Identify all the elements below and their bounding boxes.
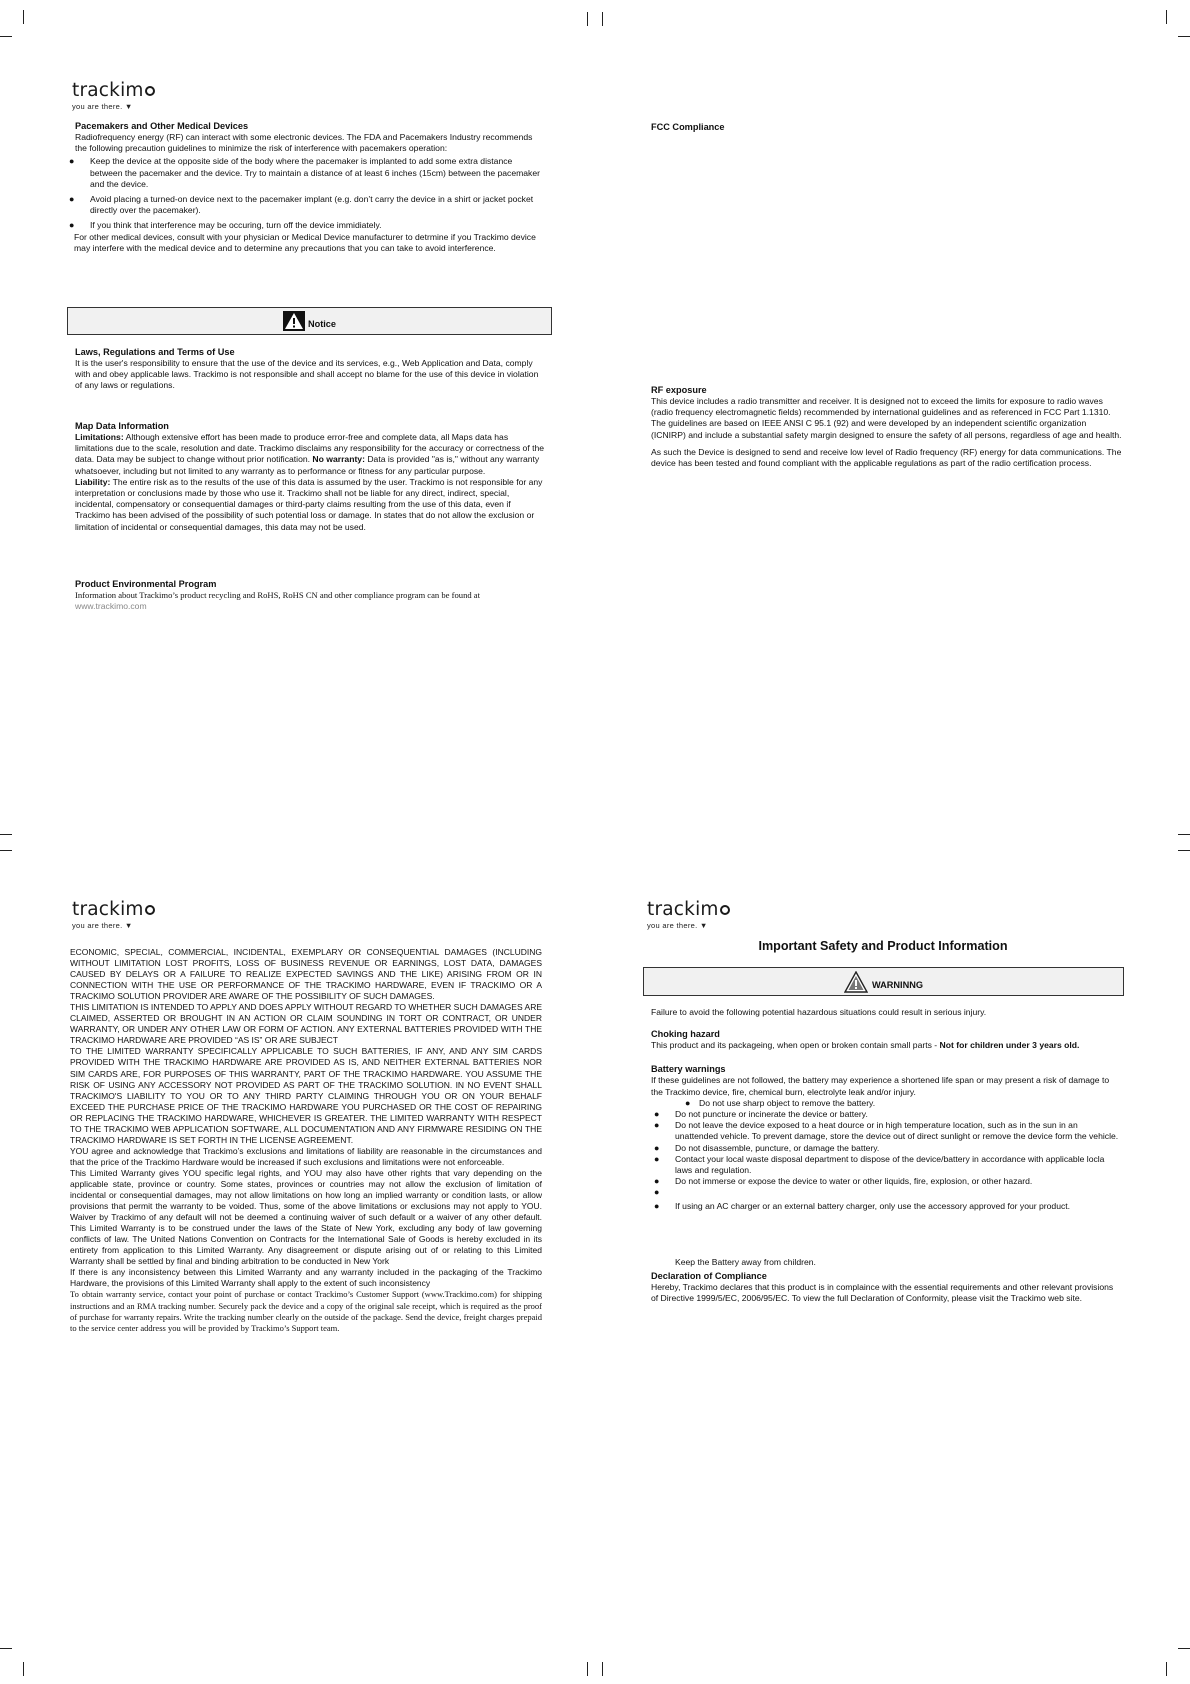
crop-mark bbox=[23, 10, 24, 24]
list-item: ● Do not leave the device exposed to a heat dource or in high temperature location, such as in the sun in an unattended vehicle. To prevent damage, store the device out of direct sunlight or remove the device form the vehicle. bbox=[654, 1120, 1119, 1142]
list-item: ● If you think that interference may be occuring, turn off the device immidiately. bbox=[69, 220, 382, 231]
list-item: ● Do not puncture or incinerate the device or battery. bbox=[654, 1109, 868, 1120]
warning-icon bbox=[283, 311, 305, 331]
list-item: ● Avoid placing a turned-on device next to the pacemaker implant (e.g. don’t carry the device in a shirt or jacket pocket directly over the pacemaker). bbox=[69, 194, 534, 216]
crop-mark bbox=[602, 1662, 603, 1676]
crop-mark bbox=[587, 12, 588, 26]
warranty-text: ECONOMIC, SPECIAL, COMMERCIAL, INCIDENTAL, EXEMPLARY OR CONSEQUENTIAL DAMAGES (INCLUDING WITHOUT LIMITATION LOST PROFITS, LOSS OF BUSINESS REVENUE OR EARNINGS, LOST DATA, DAMAGES CAUSED BY DELAYS OR A FAILURE TO REALIZE EXPECTED SAVINGS AND THE LIKE) ARISING FROM OR IN CONNECTION WITH THE USE OR PERFORMANCE OF THE TRACKIMO HARDWARE, EVEN IF TRACKIMO OR A TRACKIMO SOLUTION PROVIDER ARE AWARE OF THE POSSIBILITY OF SUCH DAMAGES. THIS LIMITATION IS INTENDED TO APPLY AND DOES APPLY WITHOUT REGARD TO WHETHER SUCH DAMAGES ARE CLAIMED, ASSERTED OR BROUGHT IN AN ACTION OR CLAIM SOUNDING IN TORT OR CONTRACT, OR UNDER WARRANTY, OR UNDER ANY OTHER LAW OR FORM OF ACTION. ANY EXTERNAL BATTERIES PROVIDED WITH THE TRACKIMO HARDWARE ARE PROVIDED “AS IS” OR ARE SUBJECT TO THE LIMITED WARRANTY SPECIFICALLY APPLICABLE TO SUCH BATTERIES, IF ANY, AND ANY SIM CARDS PROVIDED WITH THE TRACKIMO HARDWARE ARE PROVIDED AS IS, AND NEITHER EXTERNAL BATTERIES NOR SIM CARDS ARE, FOR PURPOSES OF THIS WARRANTY, PART OF THE TRACKIMO HARDWARE. YOU ASSUME THE RISK OF USING ANY ACCESSORY NOT PROVIDED AS PART OF THE TRACKIMO SOLUTION. IN NO EVENT SHALL TRACKIMO'S LIABILITY TO YOU OR TO ANY THIRD PARTY CLAIMING THROUGH YOU OR ON YOUR BEHALF EXCEED THE PURCHASE PRICE OF THE TRACKIMO HARDWARE YOU PURCHASED OR THE COST OF REPAIRING OR REPLACING THE TRACKIMO HARDWARE, WHICHEVER IS GREATER. THE LIMITED WARRANTY WITH RESPECT TO THE TRACKIMO WEB APPLICATION SOFTWARE, ALL DOCUMENTATION AND ANY FIRMWARE RESIDING ON THE TRACKIMO HARDWARE IS SET FORTH IN THE LICENSE AGREEMENT. YOU agree and acknowledge that Trackimo’s exclusions and limitations of liability are reasonable in the circumstances and that the price of the Trackimo Hardware would be increased if such exclusions and limitations were not enforceable. This Limited Warranty gives YOU specific legal rights, and YOU may also have other rights that vary depending on the applicable state, province or country. Some states, provinces or countries may not allow the exclusion of limitation of incidental or consequential damages, may not allow limitations on how long an implied warranty or condition lasts, or allow provisions that permit the warranty to be voided. Thus, some of the above limitations or exclusions may not apply to YOU. Waiver by Trackimo of any default will not be deemed a continuing waiver of such default or a waiver of any other default. This Limited Warranty is to be construed under the laws of the State of New York, excluding any body of law governing conflicts of law. The United Nations Convention on Contracts for the International Sale of Goods is hereby excluded in its entirety from application to this Limited Warranty. Any disagreement or dispute arising out of or relating to this Limited Warranty shall be settled by final and binding arbitration to be conducted in New York If there is any inconsistency between this Limited Warranty and any warranty included in the packaging of the Trackimo Hardware, the provisions of this Limited Warranty shall apply to the extent of such inconsistency To obtain warranty service, contact your point of purchase or contact Trackimo’s Customer Support (www.Trackimo.com) for shipping instructions and an RMA tracking number. Securely pack the device and a copy of the original sale receipt, which is required as the proof of purchase for warranty repairs. Write the tracking number clearly on the outside of the package. Send the device, freight charges prepaid to the service center address you will be provided by Trackimo’s Support team. bbox=[70, 947, 542, 1333]
pacemakers-section bbox=[69, 120, 545, 254]
pacemakers-intro: Radiofrequency energy (RF) can interact with some electronic devices. The FDA and Pacemakers Industry recommends the following precaution guidelines to minimize the risk of interference with pacemakers operation: bbox=[75, 132, 533, 154]
crop-mark bbox=[602, 12, 603, 26]
laws-section: Laws, Regulations and Terms of Use It is the user's responsibility to ensure that the use of the device and its services, e.g., Web Application and Data, comply with and obey applicable laws. Trackimo is not responsible and shall accept no blame for the use of this device in violation of any laws or regulations. bbox=[75, 347, 539, 391]
logo-ring-icon bbox=[145, 905, 155, 915]
rf-section: RF exposure This device includes a radio transmitter and receiver. It is designed not to exceed the limits for exposure to radio waves (radio frequency electromagnetic fields) recommended by international guidelines and as referenced in FCC Part 1.1310. The guidelines are based on IEEE ANSI C 95.1 (92) and were developed by an independent scientific organization (ICNIRP) and include a substantial safety margin designed to ensure the safety of all persons, regardless of age and health. As such the Device is designed to send and receive low level of Radio frequency (RF) energy for data communications. The device has been tested and found compliant with the applicable regulations as part of the radio certification process. bbox=[651, 385, 1122, 469]
safety-intro: Failure to avoid the following potential hazardous situations could result in serious injury. bbox=[651, 1007, 987, 1017]
crop-mark bbox=[0, 1648, 12, 1649]
crop-mark bbox=[0, 834, 12, 835]
crop-mark bbox=[587, 1662, 588, 1676]
notice-box: Notice bbox=[67, 307, 552, 335]
warning-box: WARNINNG bbox=[643, 967, 1124, 996]
trackimo-link[interactable]: www.trackimo.com bbox=[75, 601, 147, 612]
crop-mark bbox=[0, 36, 12, 37]
keep-away-text: Keep the Battery away from children. bbox=[675, 1256, 816, 1267]
crop-mark bbox=[1166, 1662, 1167, 1676]
trackimo-logo: trackim you are there. ▼ bbox=[72, 82, 155, 110]
list-item: ● Contact your local waste disposal department to dispose of the device/battery in accordance with applicable locla laws and regulation. bbox=[654, 1153, 1105, 1176]
page-title: Important Safety and Product Information bbox=[758, 939, 1008, 953]
crop-mark bbox=[1178, 834, 1190, 835]
crop-mark bbox=[1178, 36, 1190, 37]
list-item: ● Keep the device at the opposite side of the body where the pacemaker is implanted to add some extra distance between the pacemaker and the device. Try to maintain a distance of at least 6 inches (15cm) between the pacemaker and the device. bbox=[69, 156, 540, 189]
list-item: ● Do not use sharp object to remove the battery. bbox=[685, 1097, 876, 1108]
safety-section: Failure to avoid the following potential hazardous situations could result in serious injury. Choking hazard This product and its packageing, when open or broken contain small parts - Not for children under 3 years old. Battery warnings If these guidelines are not followed, the battery may experience a shortened life span or may present a risk of damage to the Trackimo device, fire, chemical burn, electrolyte leak and/or injury. ● Do not use sharp object to remove the battery. ● Do not puncture or incinerate the device or battery. ● Do not leave the device exposed to a heat dource or in high temperature location, such as in the sun in an unattended vehicle. To prevent damage, store the device out of direct sunlight or remove the device form the vehicle. ● Do not disassemble, puncture, or damage the battery. ● Contact your local waste disposal department to dispose of the device/battery in accordance with applicable locla laws and regulation. ● Do not immerse or expose the device to water or other liquids, fire, explosion, or other hazard. ● ● If using an AC charger or an external battery charger, only use the accessory approved for your product. Keep the Battery away from children. Declaration of Compliance Hereby, Trackimo declares that this product is in complaince with the essential requirements and other relevant provisions of Directive 1999/5/EC, 2006/95/EC. To view the full Declaration of Conformity, please visit the Trackimo web site. bbox=[651, 1007, 1121, 1304]
list-item: ● bbox=[654, 1187, 660, 1198]
pacemakers-heading: Pacemakers and Other Medical Devices bbox=[75, 121, 249, 131]
env-section: Product Environmental Program Information about Trackimo’s product recycling and RoHS, RoHS CN and other compliance program can be found at www.trackimo.com bbox=[75, 579, 481, 612]
list-item: ● Do not immerse or expose the device to water or other liquids, fire, explosion, or other hazard. bbox=[654, 1176, 1033, 1187]
list-item: ● Do not disassemble, puncture, or damage the battery. bbox=[654, 1142, 880, 1153]
warning-icon bbox=[844, 971, 868, 993]
fcc-heading: FCC Compliance bbox=[651, 122, 725, 132]
map-section: Map Data Information Limitations: Although extensive effort has been made to produce error-free and complete data, all Maps data has limitations due to the scale, resolution and date. Trackimo disclaims any responsibility for the accuracy or correctness of the data. Data may be subject to change without prior notification. No warranty: Data is provided "as is," without any warranty whatsoever, including but not limited to any warranty as to performance or fitness for any particular purpose. Liability: The entire risk as to the results of the use of this data is assumed by the user. Trackimo is not responsible for any interpretation or conclusions made by those who use it. Trackimo shall not be liable for any direct, indirect, special, incidental, compensatory or consequential damages or third-party claims resulting from the use of this data, even if Trackimo has been advised of the possibility of such potential loss or damage. In states that do not allow the exclusion or limitation of incidental or consequential damages, this data may not be used. bbox=[75, 421, 545, 532]
crop-mark bbox=[23, 1662, 24, 1676]
crop-mark bbox=[1178, 1648, 1190, 1649]
other-devices-text: For other medical devices, consult with your physician or Medical Device manufacturer to detrmine if you Trackimo device may interfere with the medical device and to determine any precautions that you can take to avoid interference. bbox=[74, 231, 536, 253]
crop-mark bbox=[1166, 10, 1167, 24]
list-item: ● If using an AC charger or an external battery charger, only use the accessory approved for your product. bbox=[654, 1201, 1071, 1212]
trackimo-logo: trackim you are there. ▼ bbox=[647, 901, 730, 929]
logo-ring-icon bbox=[145, 86, 155, 96]
trackimo-logo: trackim you are there. ▼ bbox=[72, 901, 155, 929]
crop-mark bbox=[0, 850, 12, 851]
crop-mark bbox=[1178, 850, 1190, 851]
logo-ring-icon bbox=[720, 905, 730, 915]
